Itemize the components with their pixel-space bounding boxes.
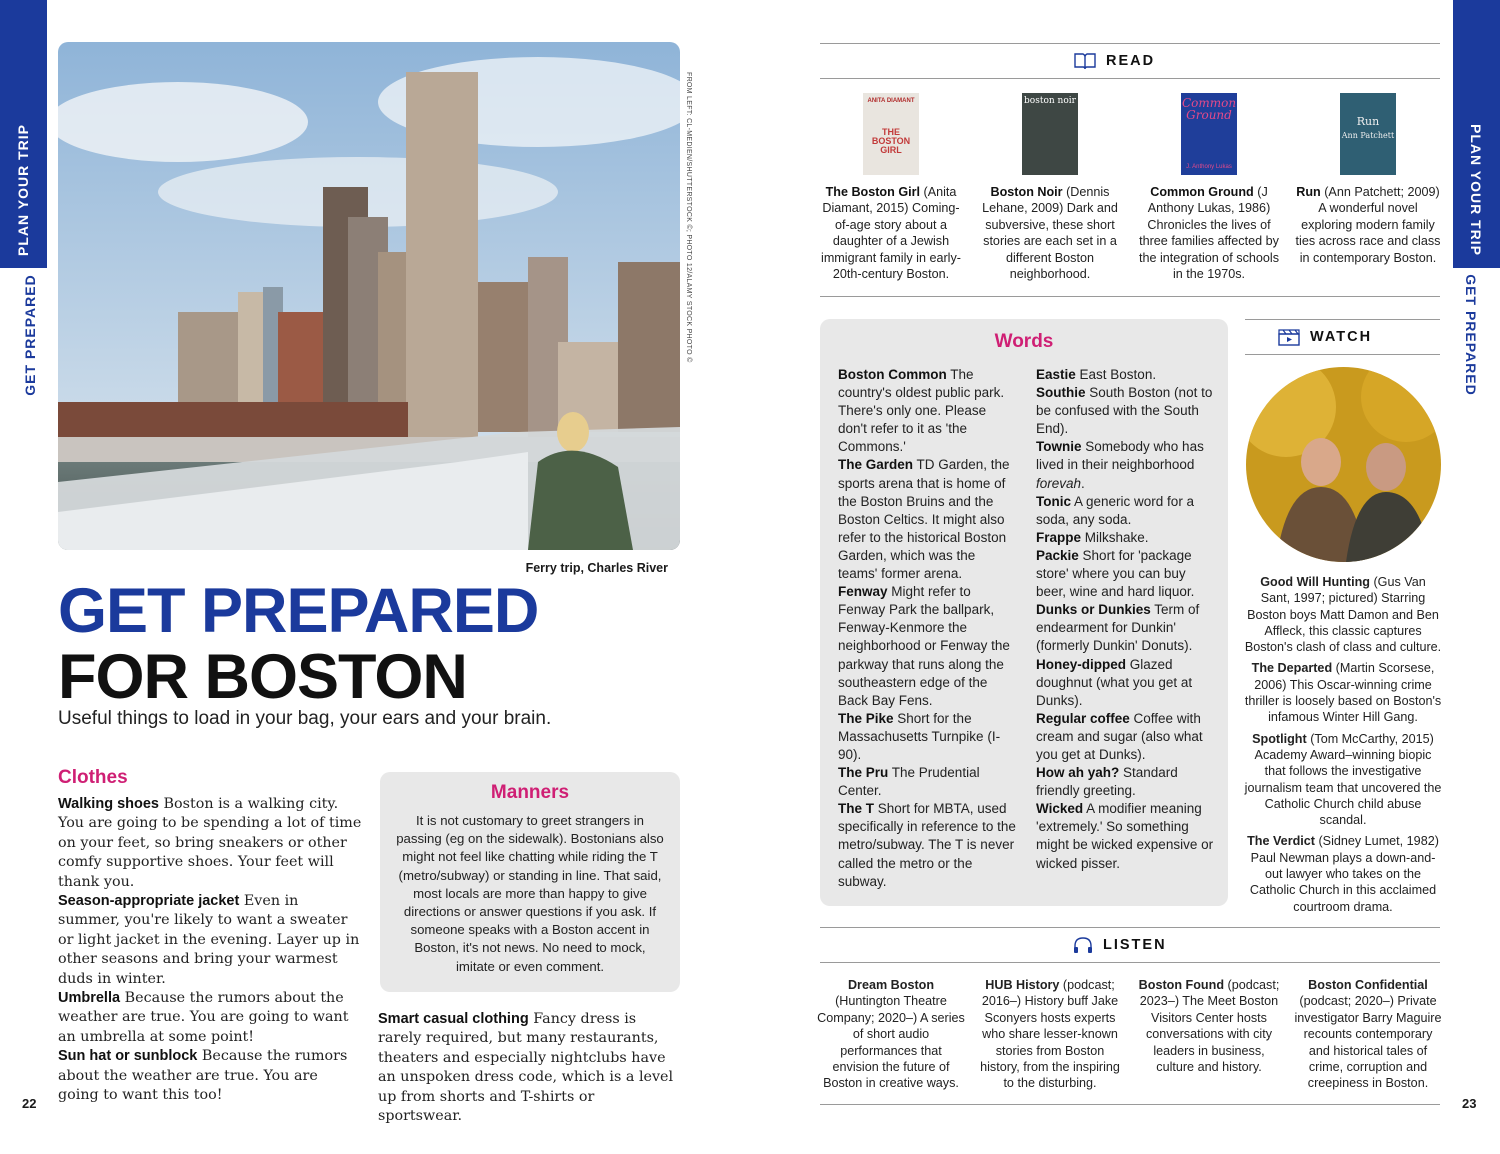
ferry-photo xyxy=(58,42,680,550)
manners-heading: Manners xyxy=(490,782,570,803)
list-item: The Garden TD Garden, the sports arena that is home of the Boston Bruins and the Boston Celtics. It might also refer to the historical Boston Garden, which was the teams' former arena. xyxy=(838,457,1010,582)
cover-title: Common Ground xyxy=(1181,96,1237,122)
listen-item: Boston Confidential (podcast; 2020–) Private investigator Barry Maguire recounts contemporary and historical tales of crime, corruption and creepiness in Boston. xyxy=(1294,978,1442,1091)
tab-get-prepared: GET PREPARED xyxy=(22,274,38,396)
cover-author: Ann Patchett xyxy=(1341,131,1395,140)
divider xyxy=(1245,319,1440,320)
list-item: Good Will Hunting (Gus Van Sant, 1997; pictured) Starring Boston boys Matt Damon and Ben Affleck, this classic captures Boston's clash of class and culture. xyxy=(1244,575,1442,655)
cover-author: ANITA DIAMANT xyxy=(867,98,915,104)
book-item xyxy=(975,93,1125,282)
listen-heading xyxy=(1073,936,1167,954)
list-item: Walking shoes Boston is a walking city. You are going to be spending a lot of time on your feet, so bring sneakers or other comfy supportive shoes. Your feet will thank you. xyxy=(58,796,362,890)
book-blurb: Boston Noir (Dennis Lehane, 2009) Dark and subversive, these short stories are each set in a different Boston neighborhood. xyxy=(982,185,1118,282)
words-box xyxy=(820,319,1228,906)
list-item: Townie Somebody who has lived in their neighborhood forevah. xyxy=(1036,439,1204,491)
page-number-right: 23 xyxy=(1462,1096,1477,1111)
divider xyxy=(820,1104,1440,1105)
book-item xyxy=(1293,93,1443,266)
list-item: Fenway Might refer to Fenway Park the ballpark, Fenway-Kenmore the neighborhood or Fenway the parkway that runs along the southeastern edge of the Back Bay Fens. xyxy=(838,584,1010,708)
cover-title: Run xyxy=(1356,115,1380,128)
list-item: Honey-dipped Glazed doughnut (what you get at Dunks). xyxy=(1036,656,1193,708)
smart-casual-item: Smart casual clothing Fancy dress is rarely required, but many restaurants, theaters and especially nightclubs have an unspoken dress code, which is a level up from shorts and T-shirts or sportswear. xyxy=(378,1011,674,1125)
list-item: Umbrella Because the rumors about the weather are true. You are going to want an umbrella at some point! xyxy=(58,990,349,1045)
watch-label: WATCH xyxy=(1310,329,1373,345)
book-icon xyxy=(1074,52,1096,70)
film-clapper-icon xyxy=(1278,328,1300,346)
list-item: Southie South Boston (not to be confused with the South End). xyxy=(1036,385,1213,437)
list-item: Spotlight (Tom McCarthy, 2015) Academy Award–winning biopic that follows the investigative journalism team that uncovered the Catholic Church child abuse scandal. xyxy=(1244,731,1442,828)
list-item: Boston Common The country's oldest public park. There's only one. Please don't refer to it as 'the Commons.' xyxy=(838,367,1005,455)
photo-credit: FROM LEFT: CL-MEDIEN/SHUTTERSTOCK ©; PHOTO 12/ALAMY STOCK PHOTO © xyxy=(685,72,692,363)
manners-box xyxy=(380,772,680,992)
list-item: Tonic A generic word for a soda, any soda. xyxy=(1036,493,1195,527)
list-item: Regular coffee Coffee with cream and sugar (also what you get at Dunks). xyxy=(1036,710,1203,762)
book-blurb: The Boston Girl (Anita Diamant, 2015) Coming-of-age story about a daughter of a Jewish immigrant family in early-20th-century Boston. xyxy=(821,185,961,282)
read-heading xyxy=(1074,52,1155,70)
listen-item: Dream Boston (Huntington Theatre Company; 2020–) A series of short audio performances that envision the future of Boston in creative ways. xyxy=(817,978,965,1091)
list-item: Season-appropriate jacket Even in summer, you're likely to want a sweater or light jacket in the evening. Layer up in other seasons and bring your warmest duds in winter. xyxy=(58,893,360,987)
page-subtitle: Useful things to load in your bag, your ears and your brain. xyxy=(58,708,552,729)
cover-title: THE BOSTON GIRL xyxy=(871,127,911,155)
page-title-line2: FOR BOSTON xyxy=(58,642,467,712)
list-item: The Verdict (Sidney Lumet, 1982) Paul Newman plays a down-and-out lawyer who takes on the Catholic Church in this acclaimed courtroom drama. xyxy=(1247,834,1439,914)
cover-author: J. Anthony Lukas xyxy=(1186,164,1232,170)
book-item xyxy=(1134,93,1284,282)
book-blurb: Common Ground (J Anthony Lukas, 1986) Chronicles the lives of three families affected by the integration of schools in the 1970s. xyxy=(1138,185,1280,282)
watch-heading xyxy=(1278,328,1372,346)
listen-label: LISTEN xyxy=(1103,937,1167,953)
words-column-1 xyxy=(838,366,1018,891)
divider xyxy=(820,43,1440,44)
divider xyxy=(820,296,1440,297)
book-item xyxy=(816,93,966,282)
clothes-list xyxy=(58,795,363,1106)
good-will-hunting-still xyxy=(1246,367,1441,562)
list-item: How ah yah? Standard friendly greeting. xyxy=(1036,765,1178,799)
words-heading: Words xyxy=(994,331,1054,352)
left-side-tab xyxy=(0,0,47,1154)
tab-plan-your-trip: PLAN YOUR TRIP xyxy=(15,124,31,256)
list-item: The Pike Short for the Massachusetts Turnpike (I-90). xyxy=(838,710,1001,762)
clothes-section xyxy=(58,767,363,1106)
listen-item: HUB History (podcast; 2016–) History buff Jake Sconyers hosts experts who share lesser-known stories from Boston history, from the inspiring to the disturbing. xyxy=(980,978,1120,1091)
book-blurb: Run (Ann Patchett; 2009) A wonderful novel exploring modern family ties across race and class in contemporary Boston. xyxy=(1295,185,1441,265)
page-title-line1: GET PREPARED xyxy=(58,576,539,646)
list-item: Wicked A modifier meaning 'extremely.' So something might be wicked expensive or wicked pisser. xyxy=(1036,801,1214,871)
list-item: The Departed (Martin Scorsese, 2006) This Oscar-winning crime thriller is loosely based on Boston's infamous Winter Hill Gang. xyxy=(1244,661,1442,725)
headphones-icon xyxy=(1073,936,1093,954)
book-cover xyxy=(1022,93,1078,175)
list-item: The T Short for MBTA, used specifically in reference to the metro/subway. The T is never called the metro or the subway. xyxy=(838,801,1016,889)
book-cover xyxy=(1340,93,1396,175)
clothes-heading: Clothes xyxy=(58,767,128,788)
list-item: Dunks or Dunkies Term of endearment for Dunkin' (formerly Dunkin' Donuts). xyxy=(1036,602,1200,654)
listen-item: Boston Found (podcast; 2023–) The Meet Boston Visitors Center hosts conversations with city leaders in business, culture and history. xyxy=(1138,978,1280,1075)
photo-caption: Ferry trip, Charles River xyxy=(525,561,668,575)
book-cover xyxy=(1181,93,1237,175)
list-item: Packie Short for 'package store' where you can buy beer, wine and hard liquor. xyxy=(1036,547,1195,600)
page-number-left: 22 xyxy=(22,1096,37,1111)
cover-title: boston noir xyxy=(1024,96,1076,106)
words-column-2 xyxy=(1036,366,1214,873)
watch-list xyxy=(1244,574,1442,920)
manners-text: It is not customary to greet strangers in passing (eg on the sidewalk). Bostonians also might not feel like chatting while riding the T (metro/subway) or standing in line. That said, most locals are more than happy to give directions or answer questions if you ask. If someone speaks with a Boston accent in Boston, it's not news. No need to mock, imitate or even comment. xyxy=(396,813,664,974)
divider xyxy=(820,78,1440,79)
right-side-tab xyxy=(1453,0,1500,1154)
divider xyxy=(820,962,1440,963)
divider xyxy=(1245,354,1440,355)
divider xyxy=(820,927,1440,928)
tab-plan-your-trip: PLAN YOUR TRIP xyxy=(1468,124,1484,256)
list-item: The Pru The Prudential Center. xyxy=(838,765,980,799)
tab-get-prepared: GET PREPARED xyxy=(1463,274,1479,396)
list-item: Frappe Milkshake. xyxy=(1036,529,1149,545)
list-item: Eastie East Boston. xyxy=(1036,367,1157,382)
book-cover xyxy=(863,93,919,175)
list-item: Sun hat or sunblock Because the rumors about the weather are true. You are going to want this too! xyxy=(58,1048,348,1104)
read-label: READ xyxy=(1106,53,1156,69)
